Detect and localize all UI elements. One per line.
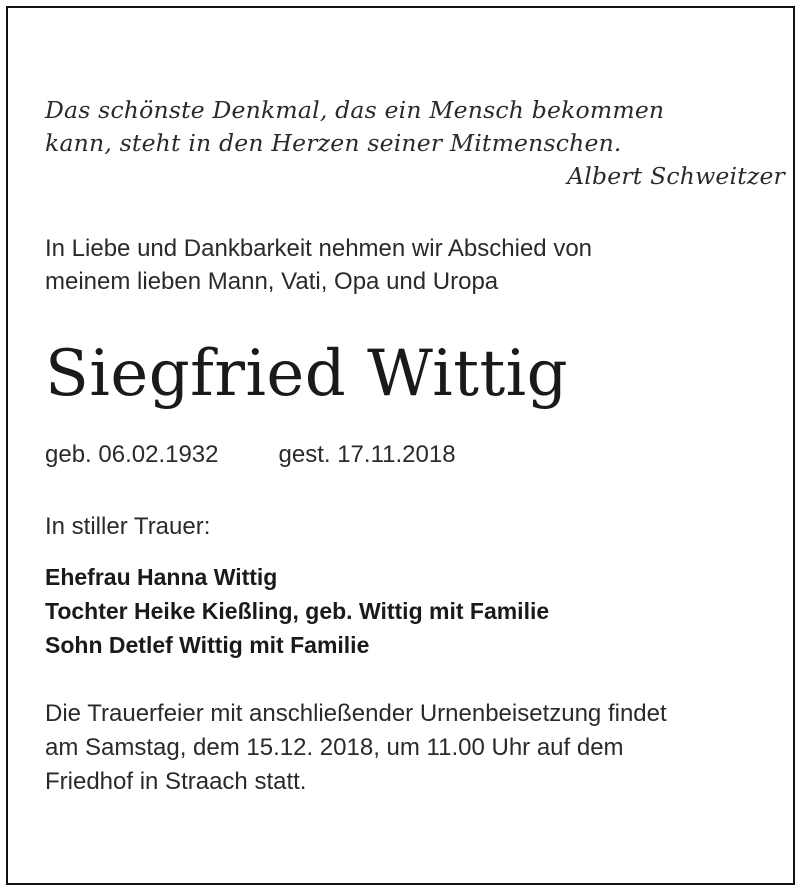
- epigraph-quote: [45, 94, 785, 193]
- intro-line: In Liebe und Dankbarkeit nehmen wir Abschied von: [45, 235, 593, 262]
- death-date: gest. 17.11.2018: [278, 441, 456, 468]
- life-dates: [45, 438, 456, 472]
- quote-line: kann, steht in den Herzen seiner Mitmenschen.: [45, 129, 622, 157]
- deceased-name: Siegfried Wittig: [45, 337, 569, 411]
- quote-line: Das schönste Denkmal, das ein Mensch bekommen: [45, 96, 665, 124]
- quote-author: Albert Schweitzer: [567, 162, 785, 190]
- family-list: [45, 560, 549, 662]
- family-member: Sohn Detlef Wittig mit Familie: [45, 632, 370, 658]
- intro-line: meinem lieben Mann, Vati, Opa und Uropa: [45, 268, 499, 295]
- family-member: Ehefrau Hanna Wittig: [45, 564, 278, 590]
- intro-text: [45, 232, 592, 298]
- service-info: [45, 697, 765, 799]
- service-line: Die Trauerfeier mit anschließender Urnenbeisetzung findet: [45, 700, 667, 727]
- mourners-label: In stiller Trauer:: [45, 513, 211, 540]
- family-member: Tochter Heike Kießling, geb. Wittig mit Familie: [45, 598, 550, 624]
- birth-date: geb. 06.02.1932: [45, 441, 219, 468]
- service-line: am Samstag, dem 15.12. 2018, um 11.00 Uhr auf dem: [45, 734, 624, 761]
- service-line: Friedhof in Straach statt.: [45, 768, 307, 795]
